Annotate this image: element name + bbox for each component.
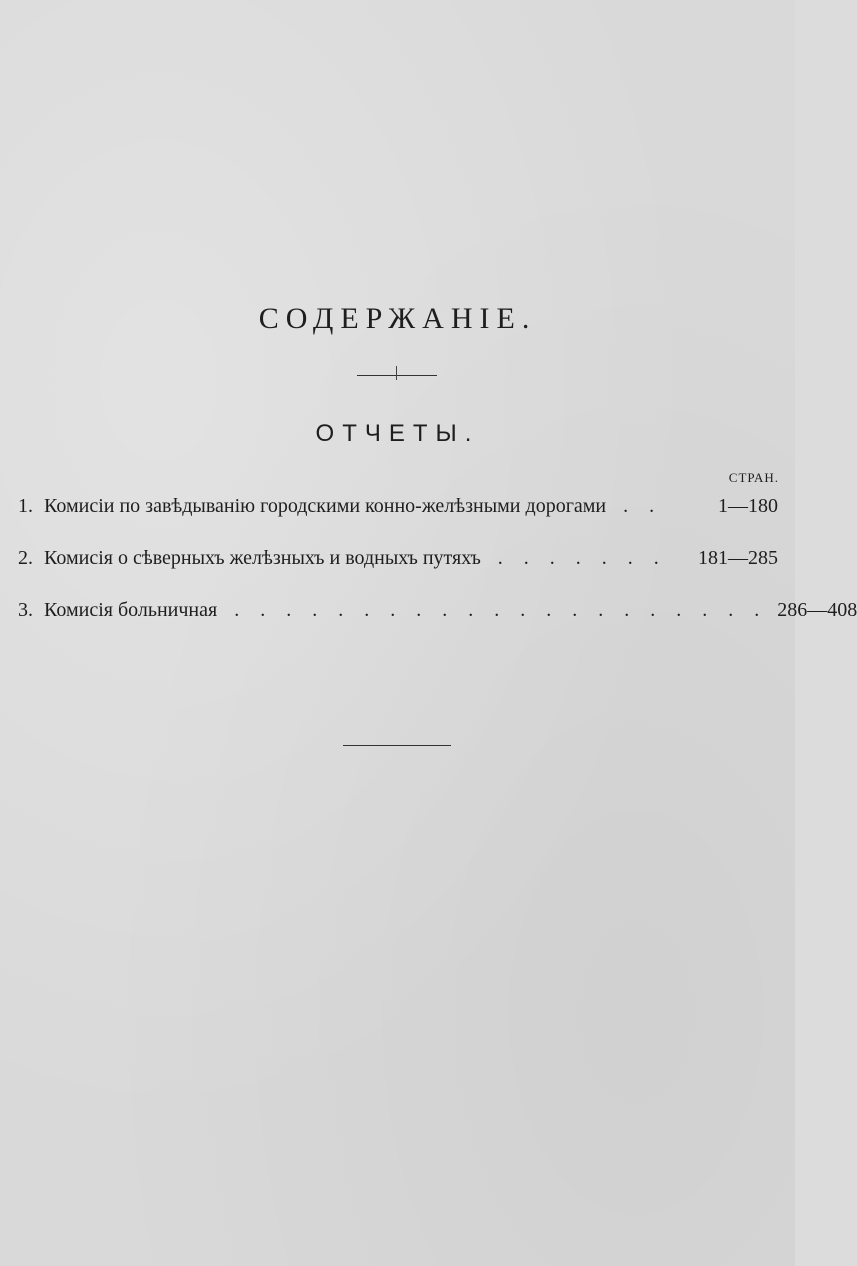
toc-entry-label: Комисіи по завѣдыванію городскими конно-желѣзными дорогами [44, 495, 607, 517]
toc-entry-label: Комисія о сѣверныхъ желѣзныхъ и водныхъ путяхъ [44, 547, 481, 569]
toc-entry [18, 547, 778, 599]
toc-entry-leader: . . . . . . . . . . . . . . . . . . . . . [221, 599, 768, 621]
toc-entry-number: 2. [18, 547, 33, 569]
toc-entry-pages: 286—408 [777, 599, 857, 621]
toc-entry-label-wrap [44, 495, 708, 518]
table-of-contents [18, 495, 857, 651]
toc-entry [18, 495, 778, 547]
section-heading: ОТЧЕТЫ. [315, 420, 480, 447]
title-divider [357, 375, 437, 376]
toc-entry-leader: . . [610, 495, 663, 517]
toc-entry [18, 599, 857, 651]
toc-entry-label: Комисія больничная [44, 599, 218, 621]
toc-entry-label-wrap [44, 599, 767, 622]
toc-entry-pages: 1—180 [718, 495, 778, 517]
toc-entry-leader: . . . . . . . [484, 547, 667, 569]
toc-entry-number: 1. [18, 495, 33, 517]
title-divider-mark [396, 366, 397, 380]
page-title: СОДЕРЖАНІЕ. [258, 302, 537, 335]
pages-column-header: СТРАН. [728, 470, 779, 485]
bottom-divider [343, 745, 451, 746]
toc-entry-number: 3. [18, 599, 33, 621]
toc-entry-label-wrap [44, 547, 688, 570]
toc-entry-pages: 181—285 [698, 547, 778, 569]
